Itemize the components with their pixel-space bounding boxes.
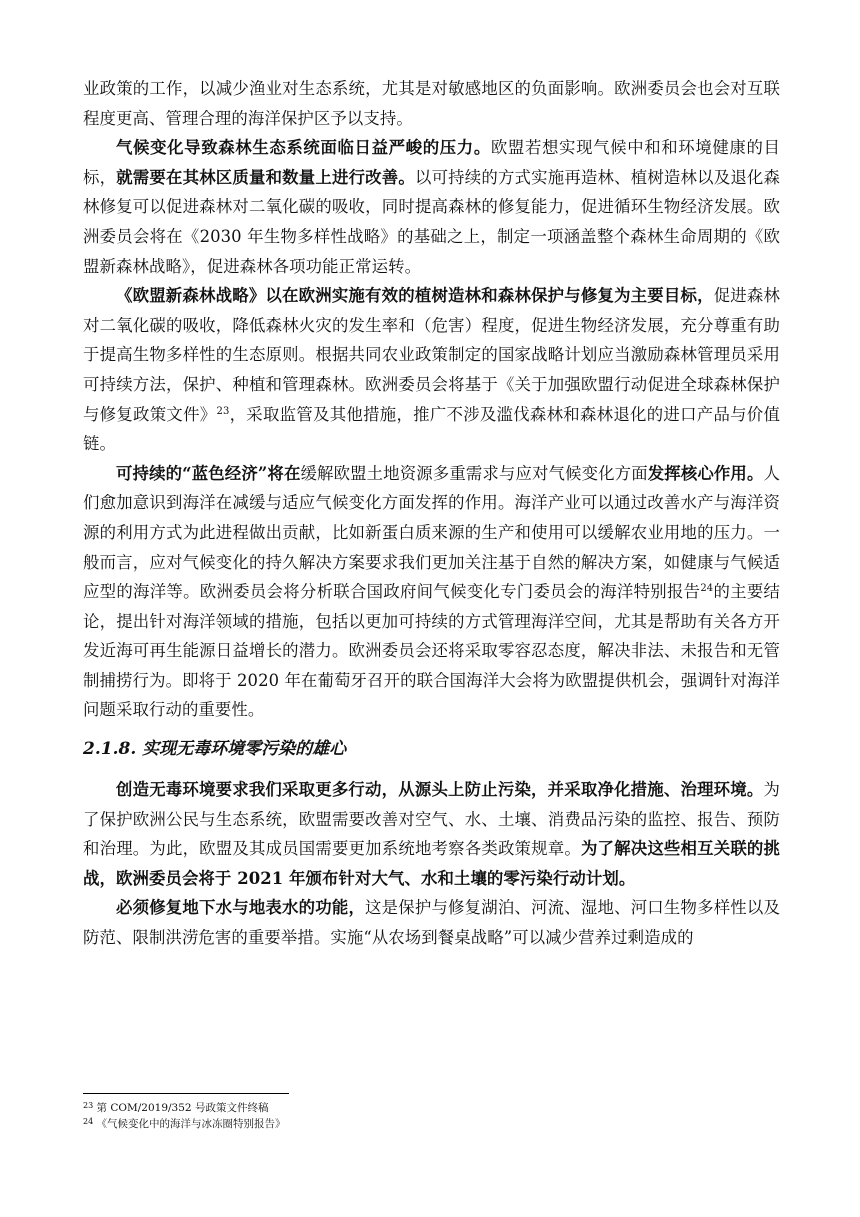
- paragraph-text: 的主要结论，提出针对海洋领域的措施，包括以更加可持续的方式管理海洋空间，尤其是帮助有关各方开发近海可再生能源日益增长的潜力。欧洲委员会还将采取零容忍态度，解决非法、未报告和无管制捕捞行为。即将于 2020 年在葡萄牙召开的联合国海洋大会将为欧盟提供机会，强调针对海洋问题采取行动的重要性。: [83, 582, 781, 720]
- paragraph-zero-pollution: [83, 775, 780, 893]
- bold-phrase: 发挥核心作用。: [647, 463, 764, 483]
- paragraph-text: 以可持续的方式实施再造林、植树造林以及退化森林修复可以促进森林对二氧化碳的吸收，同时提高森林的修复能力，促进循环生物经济发展。欧洲委员会将在《2030 年生物多样性战略》的基础之上，制定一项涵盖整个森林生命周期的《欧盟新森林战略》，促进森林各项功能正常运转。: [83, 167, 781, 276]
- paragraph-text: 人们愈加意识到海洋在减缓与适应气候变化方面发挥的作用。海洋产业可以通过改善水产与海洋资源的利用方式为此进程做出贡献，比如新蛋白质来源的生产和使用可以缓解农业用地的压力。一般而言，应对气候变化的持久解决方案要求我们更加关注基于自然的解决方案，如健康与气候适应型的海洋等。欧洲委员会将分析联合国政府间气候变化专门委员会的海洋特别报告: [83, 463, 780, 602]
- paragraph-text: 业政策的工作，以减少渔业对生态系统，尤其是对敏感地区的负面影响。欧洲委员会也会对互联程度更高、管理合理的海洋保护区予以支持。: [83, 79, 780, 128]
- paragraph-water-restoration: [83, 893, 780, 952]
- paragraph-text: 这是保护与修复湖泊、河流、湿地、河口生物多样性以及防范、限制洪涝危害的重要举措。实施“从农场到餐桌战略”可以减少营养过剩造成的: [83, 898, 781, 948]
- footnote-text: 《气候变化中的海洋与冰冻圈特别报告》: [96, 1118, 286, 1130]
- bold-lead: 气候变化导致森林生态系统面临日益严峻的压力。: [116, 138, 491, 158]
- section-heading-2-1-8: 2.1.8. 实现无毒环境零污染的雄心: [83, 739, 347, 760]
- footnote-text: 第 COM/2019/352 号政策文件终稿: [96, 1102, 269, 1114]
- paragraph-text: 缓解欧盟土地资源多重需求与应对气候变化方面: [300, 463, 648, 483]
- footnote-divider: [83, 1093, 289, 1094]
- footnote-24: [83, 1116, 780, 1132]
- footnote-ref-24[interactable]: 24: [700, 583, 714, 595]
- bold-phrase: 为了解决这些相互关联的挑战，欧洲委员会将于 2021 年颁布针对大气、水和土壤的零污染行动计划。: [83, 839, 781, 888]
- footnotes: [83, 1100, 780, 1132]
- paragraph-text: ，采取监管及其他措施，推广不涉及滥伐森林和森林退化的进口产品与价值链。: [83, 404, 780, 454]
- bold-lead: 可持续的“蓝色经济”将在: [116, 463, 301, 483]
- paragraph-text: 为了保护欧洲公民与生态系统，欧盟需要改善对空气、水、土壤、消费品污染的监控、报告、预防和治理。为此，欧盟及其成员国需要更加系统地考察各类政策规章。: [83, 780, 780, 859]
- paragraph-text: 欧盟若想实现气候中和和环境健康的目标，: [83, 138, 780, 187]
- paragraph-text: 促进森林对二氧化碳的吸收，降低森林火灾的发生率和（危害）程度，促进生物经济发展，充分尊重有助于提高生物多样性的生态原则。根据共同农业政策制定的国家战略计划应当激励森林管理员采用可持续方法，保护、种植和管理森林。欧洲委员会将基于《关于加强欧盟行动促进全球森林保护与修复政策文件》: [83, 286, 780, 424]
- footnote-number: 23: [83, 1101, 94, 1110]
- footnote-23: [83, 1100, 780, 1116]
- paragraph-fisheries-continuation: [83, 74, 780, 133]
- paragraph-new-forest-strategy: [83, 281, 780, 459]
- footnote-number: 24: [83, 1117, 94, 1126]
- bold-lead: 创造无毒环境要求我们采取更多行动，从源头上防止污染，并采取净化措施、治理环境。: [116, 780, 764, 800]
- bold-lead: 《欧盟新森林战略》以在欧洲实施有效的植树造林和森林保护与修复为主要目标，: [116, 286, 714, 306]
- document-body: [83, 74, 780, 953]
- paragraph-blue-economy: [83, 459, 780, 725]
- paragraph-forest-pressure: [83, 133, 780, 281]
- footnote-ref-23[interactable]: 23: [216, 405, 230, 417]
- bold-lead: 必须修复地下水与地表水的功能，: [116, 898, 366, 918]
- bold-phrase: 就需要在其林区质量和数量上进行改善。: [116, 167, 415, 187]
